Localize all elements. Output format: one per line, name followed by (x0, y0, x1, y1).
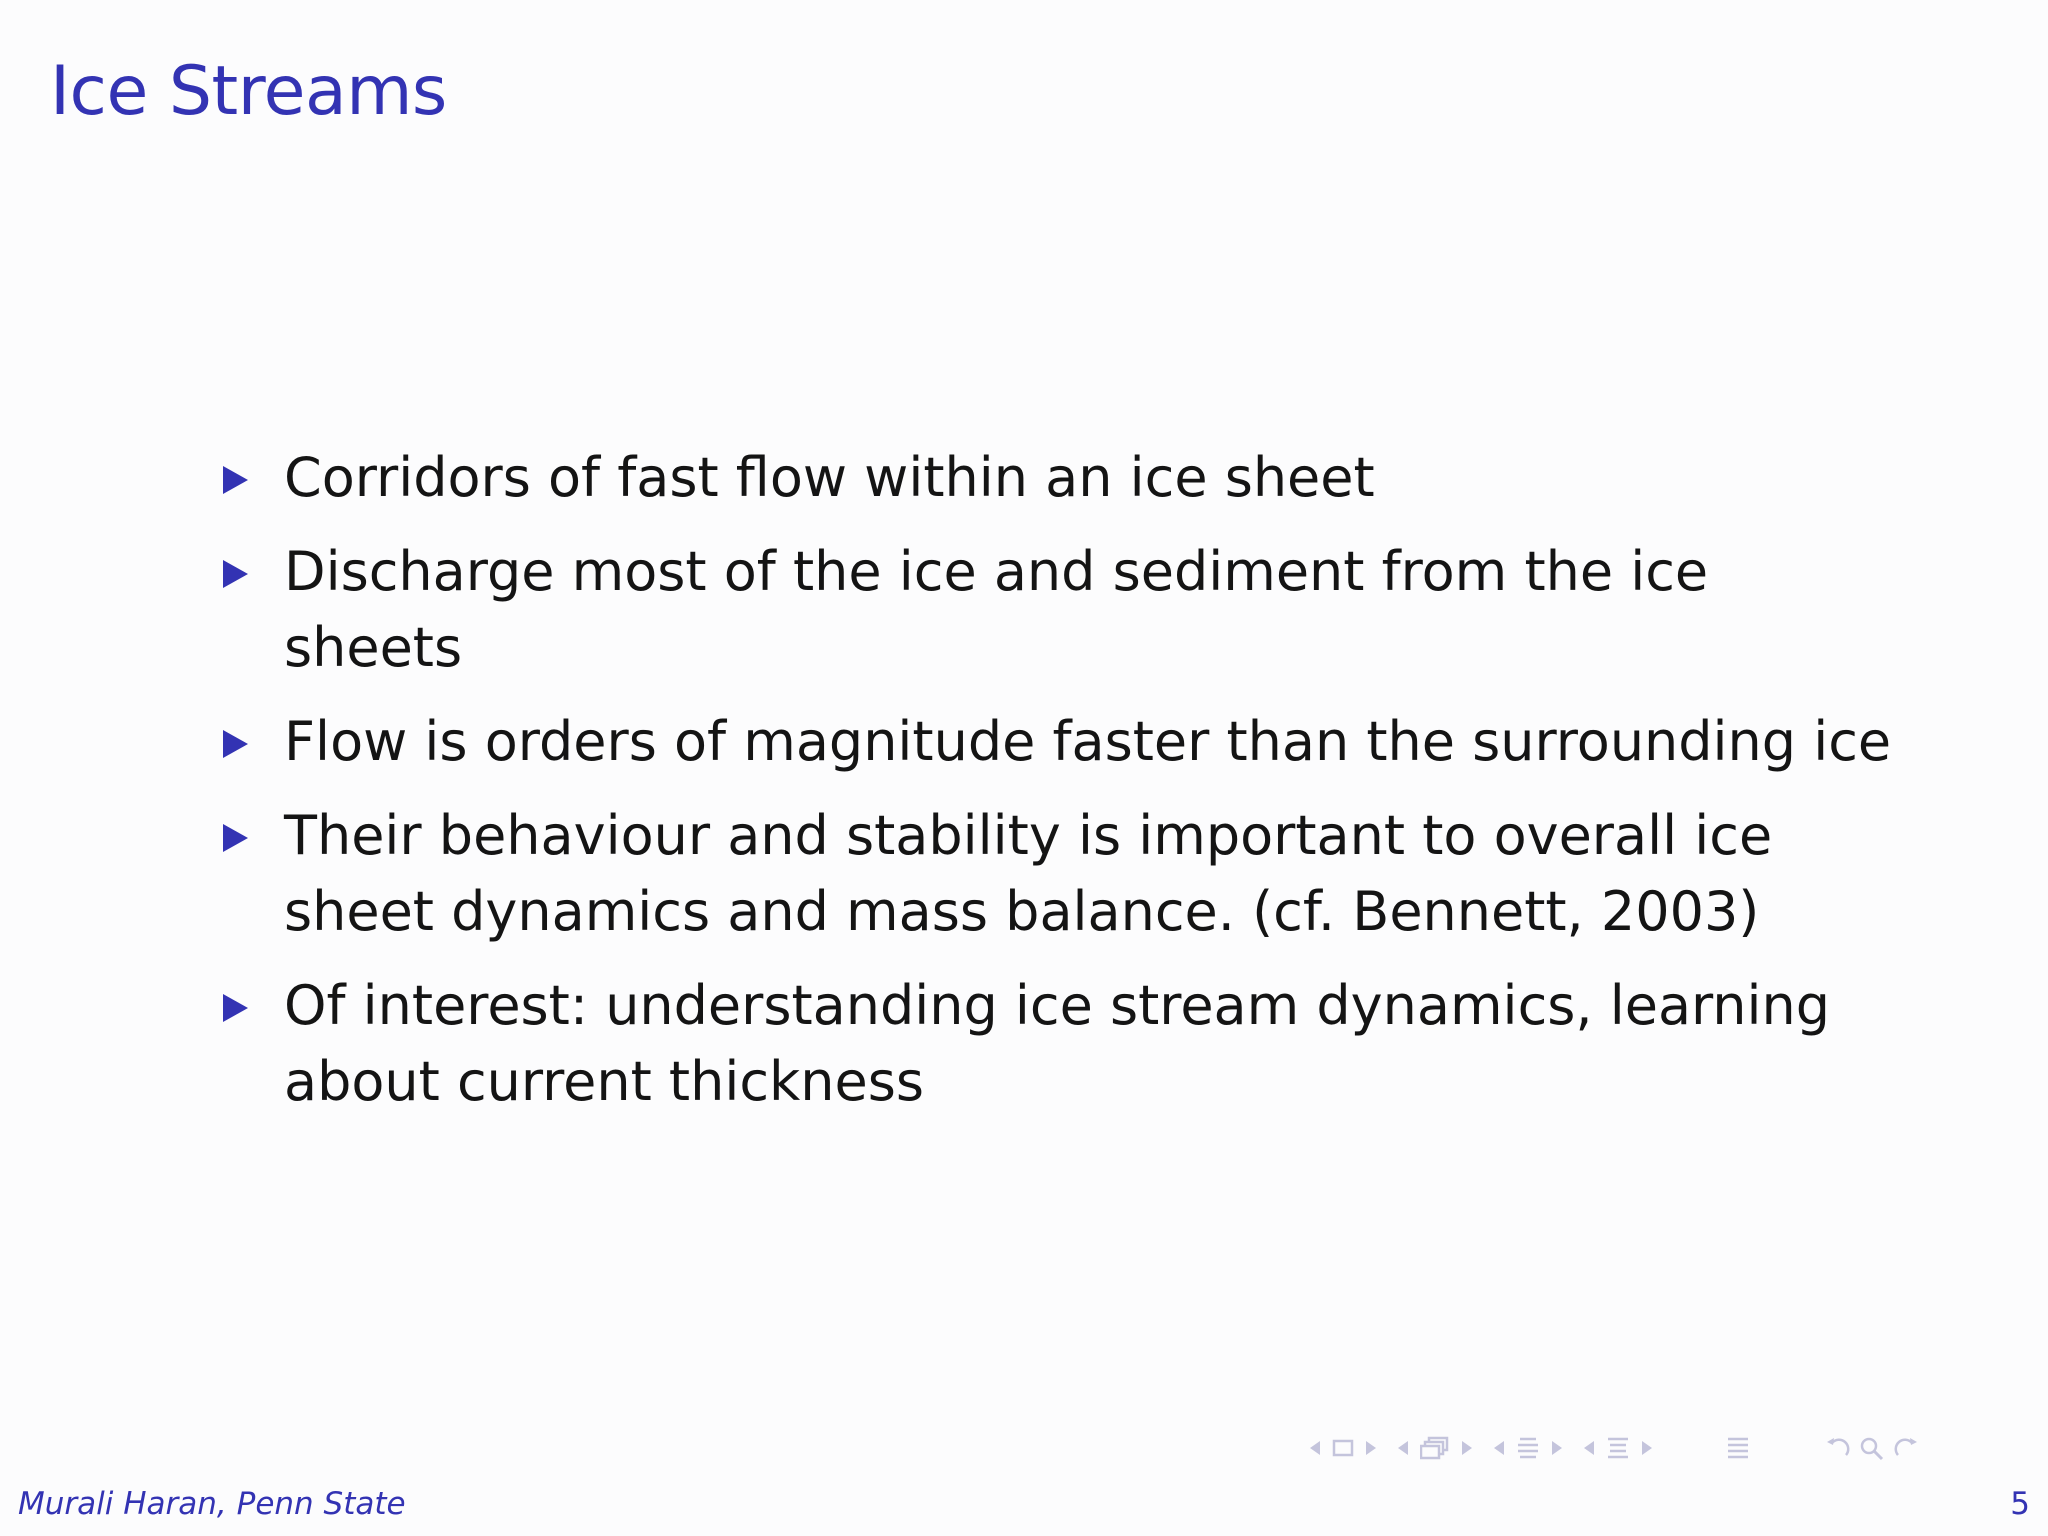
frame-icon[interactable] (1420, 1436, 1450, 1460)
triangle-bullet-icon (223, 466, 248, 494)
triangle-bullet-icon (223, 730, 248, 758)
bullet-text: Their behaviour and stability is important to overall ice sheet dynamics and mass balance. (cf. Bennett, 2003) (284, 804, 1773, 943)
bullet-text: Flow is orders of magnitude faster than the surrounding ice (284, 710, 1892, 773)
search-icon[interactable] (1858, 1435, 1886, 1461)
subsection-icon[interactable] (1516, 1436, 1540, 1460)
page-number: 5 (2010, 1486, 2030, 1522)
bullet-item (220, 968, 1900, 1120)
back-icon[interactable] (1824, 1435, 1852, 1461)
bullet-text: Corridors of fast flow within an ice sheet (284, 446, 1375, 509)
triangle-bullet-icon (223, 994, 248, 1022)
previous-slide-icon[interactable] (1310, 1441, 1320, 1455)
bullet-text: Discharge most of the ice and sediment from the ice sheets (284, 540, 1709, 679)
next-slide-icon[interactable] (1366, 1441, 1376, 1455)
bullet-list (220, 440, 1900, 1138)
bullet-item (220, 534, 1900, 686)
nav-frame-group (1398, 1436, 1472, 1460)
bullet-item (220, 798, 1900, 950)
triangle-bullet-icon (223, 560, 248, 588)
slide-icon[interactable] (1332, 1439, 1354, 1457)
document-icon[interactable] (1726, 1436, 1750, 1460)
nav-subsection-group (1494, 1436, 1562, 1460)
bullet-text: Of interest: understanding ice stream dynamics, learning about current thickness (284, 974, 1831, 1113)
nav-search-group (1824, 1435, 1920, 1461)
section-icon[interactable] (1606, 1436, 1630, 1460)
footer-author: Murali Haran, Penn State (18, 1486, 406, 1522)
previous-subsection-icon[interactable] (1494, 1441, 1504, 1455)
bullet-item (220, 704, 1900, 780)
nav-document-group (1714, 1436, 1762, 1460)
slide-title: Ice Streams (50, 52, 447, 131)
next-frame-icon[interactable] (1462, 1441, 1472, 1455)
beamer-navigation-bar (1310, 1428, 1920, 1468)
nav-slide-group (1310, 1439, 1376, 1457)
bullet-item (220, 440, 1900, 516)
previous-frame-icon[interactable] (1398, 1441, 1408, 1455)
previous-section-icon[interactable] (1584, 1441, 1594, 1455)
forward-icon[interactable] (1892, 1435, 1920, 1461)
next-section-icon[interactable] (1642, 1441, 1652, 1455)
next-subsection-icon[interactable] (1552, 1441, 1562, 1455)
triangle-bullet-icon (223, 824, 248, 852)
nav-section-group (1584, 1436, 1652, 1460)
